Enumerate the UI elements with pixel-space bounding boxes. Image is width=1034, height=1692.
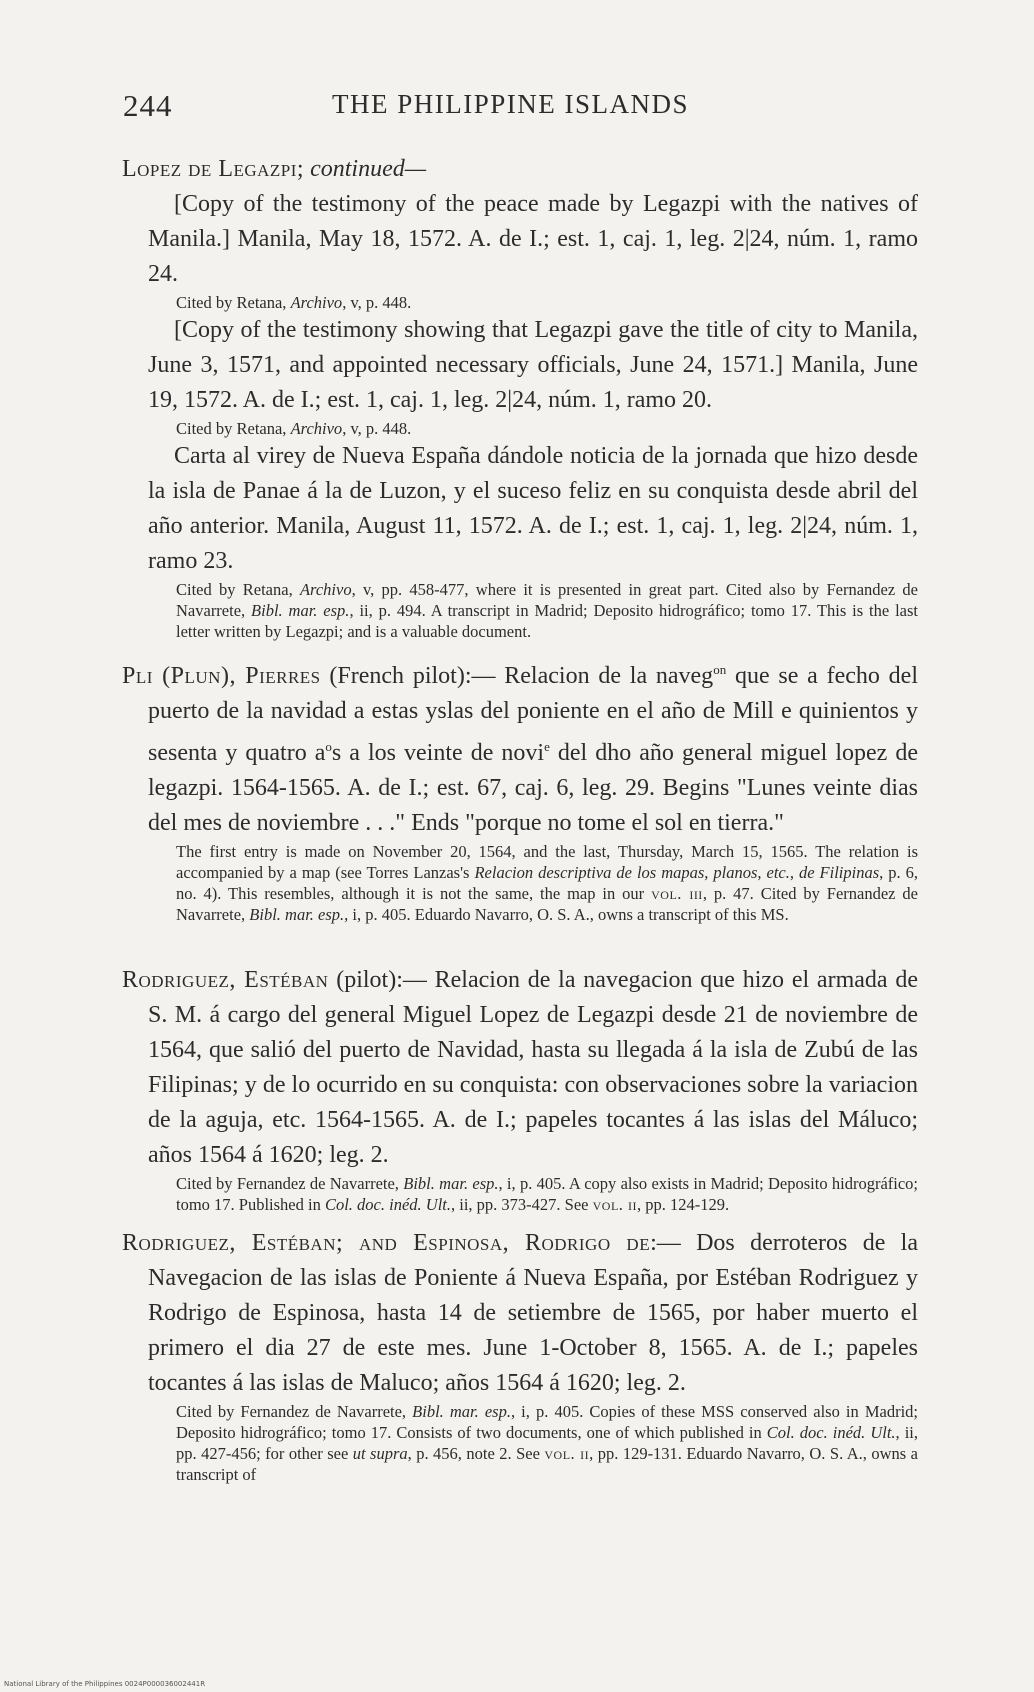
page-number: 244 <box>123 88 173 123</box>
citation-note: Cited by Retana, Archivo, v, p. 448. <box>176 293 412 312</box>
author-name: Pli (Plun), Pierres <box>122 663 321 689</box>
bibliography-item: [Copy of the testimony showing that Legazpi gave the title of city to Manila, June 3, 1571, and appointed necessary officials, June 24, 1571.] Manila, June 19, 1572. A. de I.; est. 1, caj. 1, leg. 2|24, núm. 1, ramo 20. <box>148 317 918 413</box>
page-header <box>120 88 920 128</box>
entry-rodriguez <box>122 963 919 1215</box>
author-name: Rodriguez, Estéban <box>122 967 329 993</box>
citation-note: The first entry is made on November 20, 1564, and the last, Thursday, March 15, 1565. The relation is accompanied by a map (see Torres Lanzas's Relacion descriptiva de los mapas, planos, etc., de Filipinas, p. 6, no. 4). This resembles, although it is not the same, the map in our vol. iii, p. 47. Cited by Fernandez de Navarrete, Bibl. mar. esp., i, p. 405. Eduardo Navarro, O. S. A., owns a transcript of this MS. <box>176 842 918 924</box>
entry-pli <box>122 652 918 925</box>
bibliography-item: [Copy of the testimony of the peace made by Legazpi with the natives of Manila.] Manila, May 18, 1572. A. de I.; est. 1, caj. 1, leg. 2|24, núm. 1, ramo 24. <box>148 191 918 287</box>
running-title: THE PHILIPPINE ISLANDS <box>332 89 689 119</box>
citation-note: Cited by Fernandez de Navarrete, Bibl. mar. esp., i, p. 405. A copy also exists in Madrid; Deposito hidrográfico; tomo 17. Published in Col. doc. inéd. Ult., ii, pp. 373-427. See vol. ii, pp. 124-129. <box>176 1174 919 1214</box>
author-name: Rodriguez, Estéban; and Espinosa, Rodrigo de <box>122 1230 651 1256</box>
citation-note: Cited by Retana, Archivo, v, p. 448. <box>176 419 412 438</box>
scan-footer: National Library of the Philippines 0024P000036002441R <box>4 1680 206 1688</box>
entry-heading <box>122 152 918 187</box>
citation-note: Cited by Retana, Archivo, v, pp. 458-477, where it is presented in great part. Cited also by Fernandez de Navarrete, Bibl. mar. esp., ii, p. 494. A transcript in Madrid; Deposito hidrográfico; tomo 17. This is the last letter written by Legazpi; and is a valuable document. <box>176 580 919 641</box>
author-name: Lopez de Legazpi; <box>122 156 305 182</box>
citation-note: Cited by Fernandez de Navarrete, Bibl. mar. esp., i, p. 405. Copies of these MSS conserved also in Madrid; Deposito hidrográfico; tomo 17. Consists of two documents, one of which published in Col. doc. inéd. Ult., ii, pp. 427-456; for other see ut supra, p. 456, note 2. See vol. ii, pp. 129-131. Eduardo Navarro, O. S. A., owns a transcript of <box>176 1402 919 1484</box>
bibliography-item: Carta al virey de Nueva España dándole noticia de la jornada que hizo desde la isla de Panae á la de Luzon, y el suceso feliz en su conquista desde abril del año anterior. Manila, August 11, 1572. A. de I.; est. 1, caj. 1, leg. 2|24, núm. 1, ramo 23. <box>148 443 918 574</box>
entry-rodriguez-espinosa <box>122 1226 919 1485</box>
bibliography-item: Pli (Plun), Pierres (French pilot):— Relacion de la naveg$^{on}$ que se a fecho del puerto de la navidad a estas yslas del poniente en el año de Mill e quinientos y sesenta y quatro $a^os$ a los veinte de novi$^e$ del dho año general miguel lopez de legazpi. 1564-1565. A. de I.; est. 67, caj. 6, leg. 29. Begins "Lunes veinte dias del mes de noviembre . . ." Ends "porque no tome el sol en tierra." <box>122 662 918 836</box>
entry-legazpi <box>122 152 919 642</box>
bibliography-item: Rodriguez, Estéban (pilot):— Relacion de la navegacion que hizo el armada de S. M. á cargo del general Miguel Lopez de Legazpi desde 21 de noviembre de 1564, que salió del puerto de Navidad, hasta su llegada á la isla de Zubú de las Filipinas; y de lo ocurrido en su conquista: con observaciones sobre la variacion de la aguja, etc. 1564-1565. A. de I.; papeles tocantes á las islas del Máluco; años 1564 á 1620; leg. 2. <box>122 967 918 1168</box>
bibliography-item: Rodriguez, Estéban; and Espinosa, Rodrigo de:— Dos derroteros de la Navegacion de las islas de Poniente á Nueva España, por Estéban Rodriguez y Rodrigo de Espinosa, hasta 14 de setiembre de 1565, por haber muerto el primero el dia 27 de este mes. June 1-October 8, 1565. A. de I.; papeles tocantes á las islas de Maluco; años 1564 á 1620; leg. 2. <box>122 1230 919 1396</box>
continued-label: continued— <box>310 156 427 182</box>
